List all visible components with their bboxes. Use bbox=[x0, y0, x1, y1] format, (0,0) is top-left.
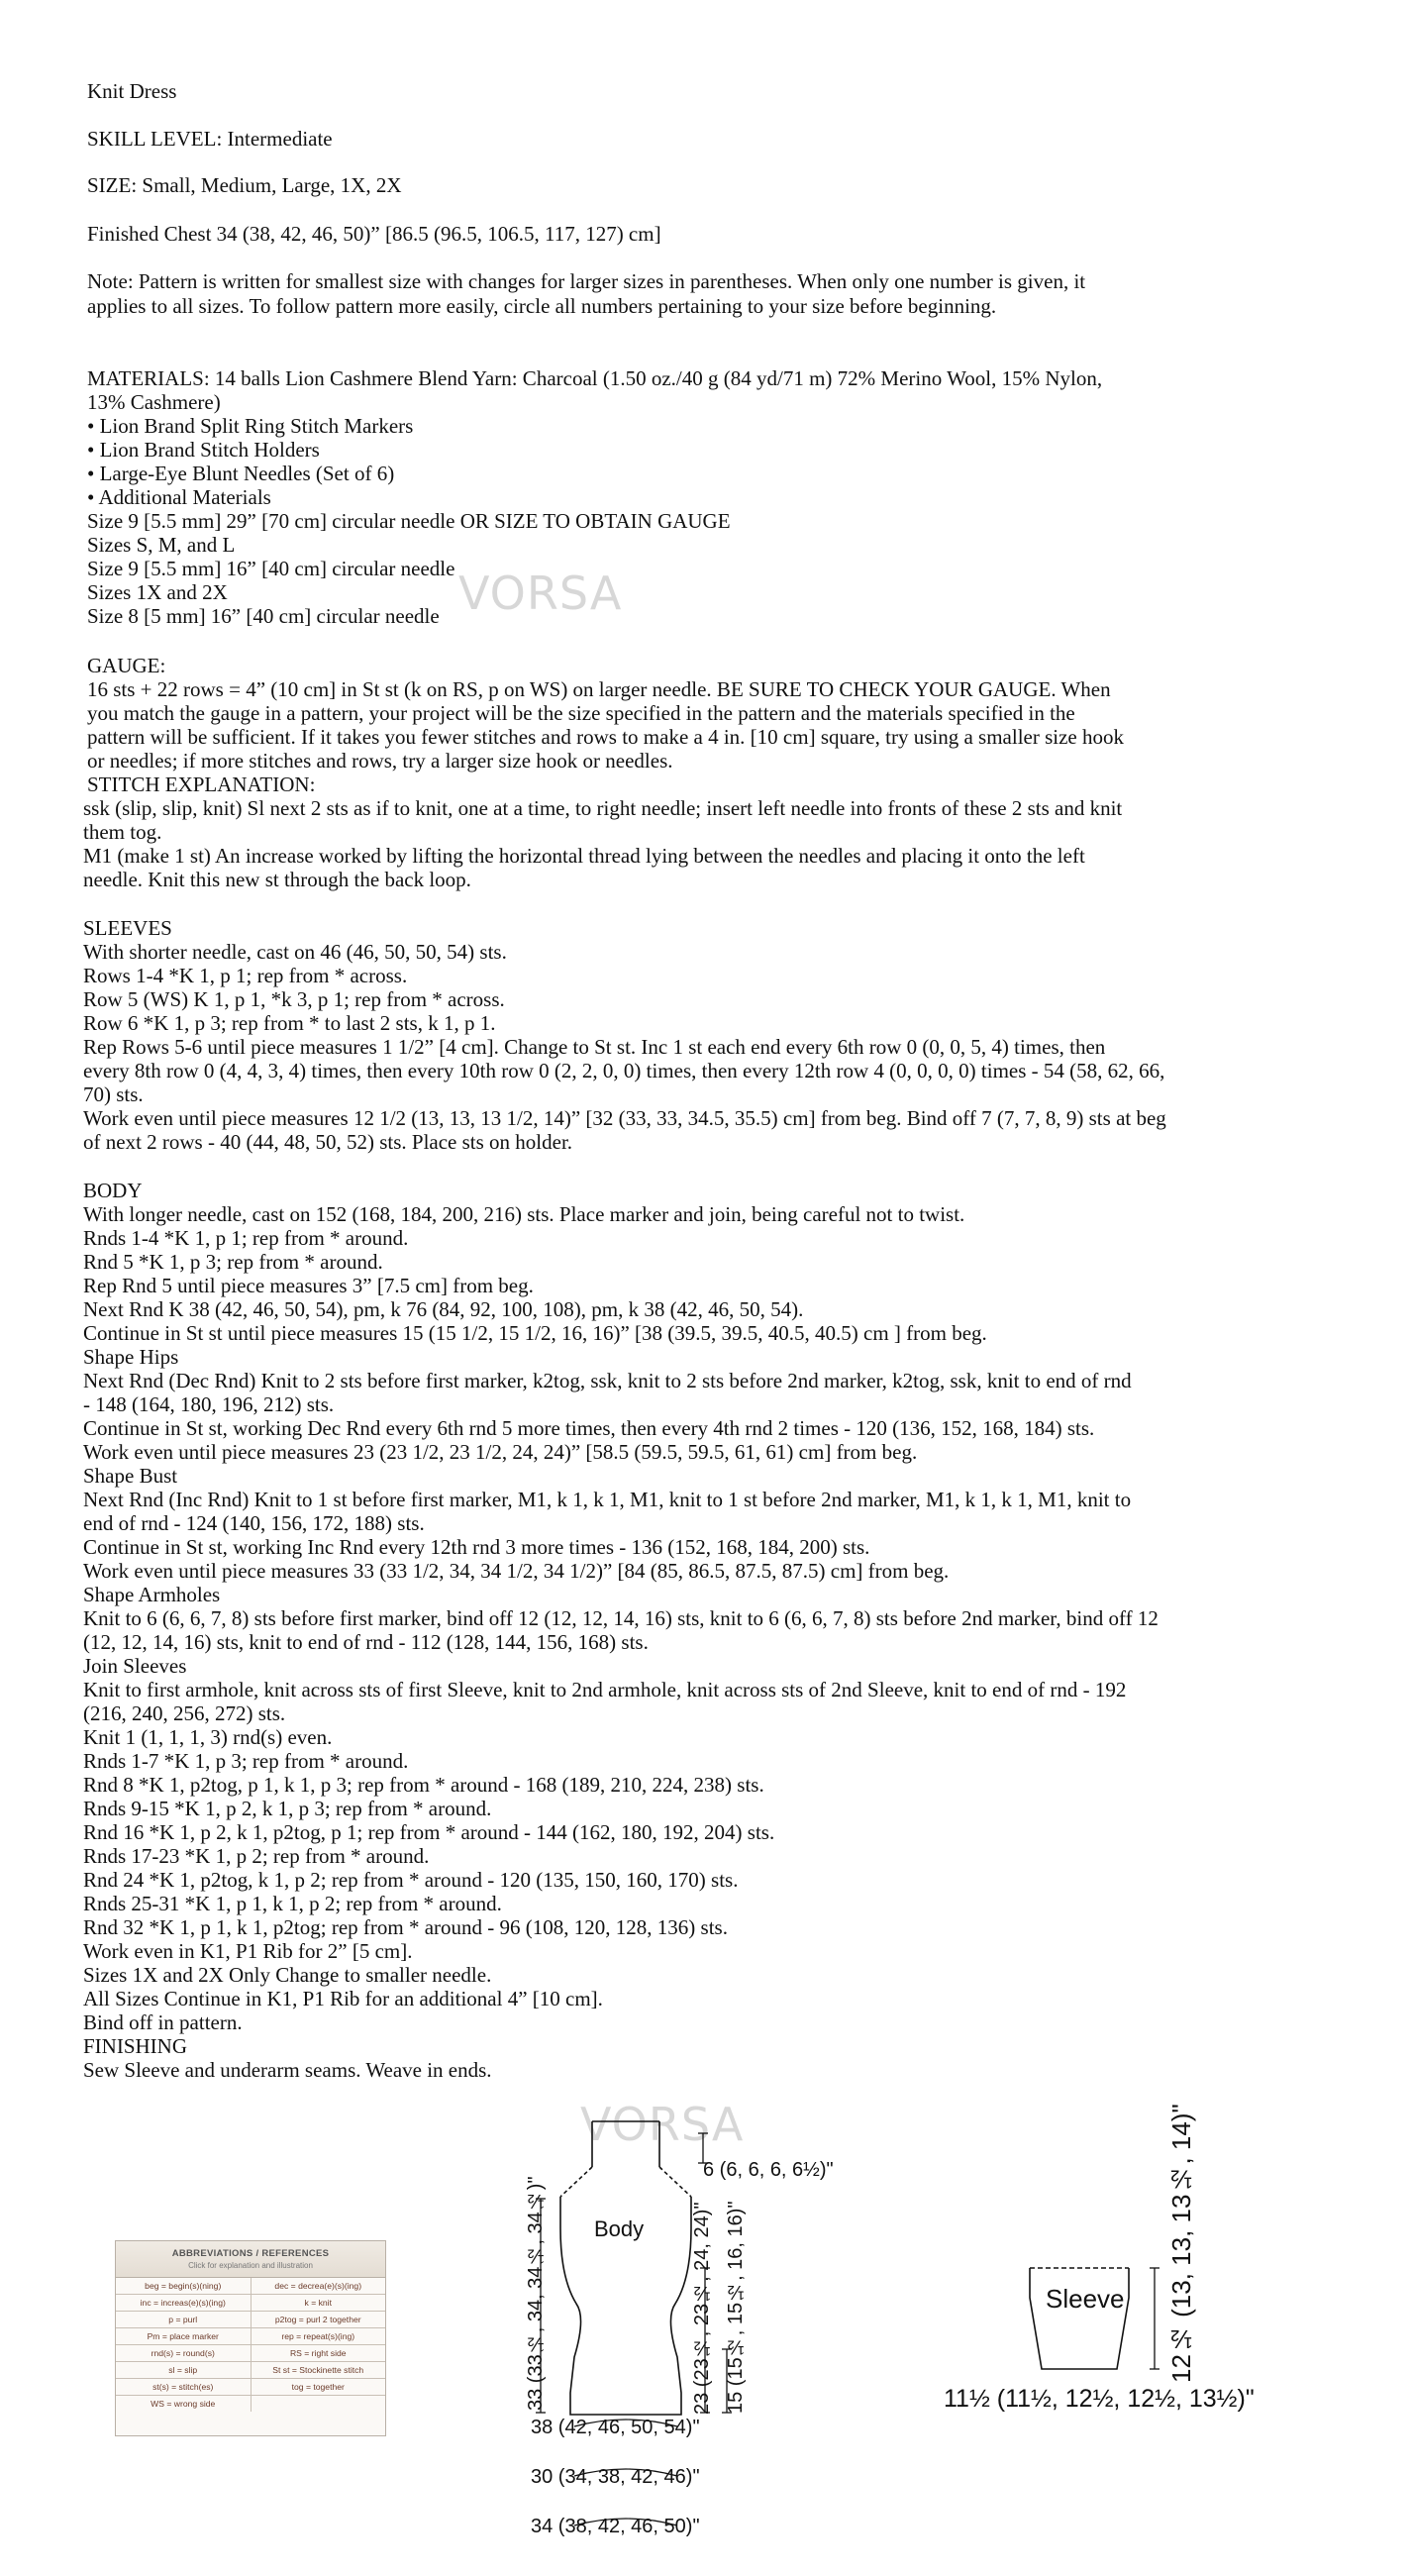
pattern-line: Continue in St st, working Dec Rnd every 6th rnd 5 more times, then every 4th rnd 2 times - 120 (136, 152, 168, 184) sts. bbox=[83, 1416, 1095, 1440]
pattern-line: Knit 1 (1, 1, 1, 3) rnd(s) even. bbox=[83, 1725, 333, 1749]
pattern-line: Rep Rows 5-6 until piece measures 1 1/2” [4 cm]. Change to St st. Inc 1 st each end every 6th row 0 (0, 0, 5, 4) times, then bbox=[83, 1035, 1106, 1059]
pattern-line: Rows 1-4 *K 1, p 1; rep from * across. bbox=[83, 964, 408, 987]
pattern-line: 13% Cashmere) bbox=[87, 390, 221, 414]
pattern-line: Row 6 *K 1, p 3; rep from * to last 2 sts, k 1, p 1. bbox=[83, 1011, 496, 1035]
hip-length-label: 15 (15½, 15½, 16, 16)" bbox=[725, 2201, 747, 2414]
abbreviation-row bbox=[116, 2362, 385, 2379]
pattern-line: Work even until piece measures 23 (23 1/2, 23 1/2, 24, 24)” [58.5 (59.5, 59.5, 61, 61) cm] from beg. bbox=[83, 1440, 918, 1464]
pattern-line: M1 (make 1 st) An increase worked by lifting the horizontal thread lying between the needles and placing it onto the left bbox=[83, 844, 1085, 868]
pattern-line: you match the gauge in a pattern, your project will be the size specified in the pattern and the materials specified in the bbox=[87, 701, 1075, 725]
pattern-line: Rnds 25-31 *K 1, p 1, k 1, p 2; rep from * around. bbox=[83, 1892, 502, 1915]
body-label: Body bbox=[594, 2216, 645, 2241]
abbreviations-table[interactable] bbox=[115, 2240, 386, 2436]
abbreviation-row bbox=[116, 2328, 385, 2345]
neck-width-label: 6 (6, 6, 6, 6½)" bbox=[703, 2159, 834, 2181]
pattern-line: Knit to first armhole, knit across sts of first Sleeve, knit to 2nd armhole, knit across sts of 2nd Sleeve, knit to end of rnd - 192 bbox=[83, 1678, 1127, 1701]
pattern-line: every 8th row 0 (4, 4, 3, 4) times, then every 10th row 0 (2, 2, 0, 0) times, then every 12th row 4 (0, 0, 0, 0) times - 54 (58, 62, 66, bbox=[83, 1059, 1165, 1082]
waist-length-label: 23 (23½, 23½, 24, 24)" bbox=[691, 2202, 713, 2415]
sleeve-length-label: 12½ (13, 13, 13½, 14)" bbox=[1166, 2104, 1196, 2383]
pattern-line: Size 9 [5.5 mm] 16” [40 cm] circular needle bbox=[87, 557, 455, 580]
pattern-line: applies to all sizes. To follow pattern more easily, circle all numbers pertaining to your size before beginning. bbox=[87, 294, 997, 318]
abbreviation-row bbox=[116, 2278, 385, 2295]
pattern-line: of next 2 rows - 40 (44, 48, 50, 52) sts. Place sts on holder. bbox=[83, 1130, 573, 1154]
pattern-line: • Large-Eye Blunt Needles (Set of 6) bbox=[87, 462, 395, 485]
total-length-label: 33 (33½, 34, 34½, 34½)" bbox=[525, 2176, 547, 2411]
pattern-line: STITCH EXPLANATION: bbox=[87, 773, 316, 796]
bottom-width-label: 38 (42, 46, 50, 54)" bbox=[531, 2417, 700, 2438]
pattern-line: end of rnd - 124 (140, 156, 172, 188) sts. bbox=[83, 1511, 425, 1535]
pattern-line: Knit Dress bbox=[87, 79, 177, 103]
pattern-line: Rnd 8 *K 1, p2tog, p 1, k 1, p 3; rep from * around - 168 (189, 210, 224, 238) sts. bbox=[83, 1773, 764, 1797]
pattern-line: Sizes 1X and 2X Only Change to smaller needle. bbox=[83, 1963, 492, 1987]
pattern-line: ssk (slip, slip, knit) Sl next 2 sts as if to knit, one at a time, to right needle; insert left needle into fronts of these 2 sts and knit bbox=[83, 796, 1123, 820]
pattern-line: Next Rnd K 38 (42, 46, 50, 54), pm, k 76 (84, 92, 100, 108), pm, k 38 (42, 46, 50, 54). bbox=[83, 1297, 804, 1321]
pattern-line: GAUGE: bbox=[87, 654, 166, 677]
pattern-line: SKILL LEVEL: Intermediate bbox=[87, 127, 333, 151]
abbreviation-cell[interactable]: beg = begin(s)(ning) bbox=[145, 2281, 222, 2291]
pattern-line: Work even until piece measures 12 1/2 (13, 13, 13 1/2, 14)” [32 (33, 33, 34.5, 35.5) cm] from beg. Bind off 7 (7, 7, 8, 9) sts at beg bbox=[83, 1106, 1166, 1130]
pattern-line: SLEEVES bbox=[83, 916, 172, 940]
pattern-line: • Lion Brand Split Ring Stitch Markers bbox=[87, 414, 414, 438]
pattern-line: Rnd 24 *K 1, p2tog, k 1, p 2; rep from * around - 120 (135, 150, 160, 170) sts. bbox=[83, 1868, 739, 1892]
abbreviation-cell[interactable]: tog = together bbox=[251, 2379, 386, 2395]
watermark: VORSA bbox=[458, 567, 623, 620]
pattern-line: Next Rnd (Dec Rnd) Knit to 2 sts before first marker, k2tog, ssk, knit to 2 sts before 2nd marker, k2tog, ssk, knit to end of rnd bbox=[83, 1369, 1132, 1392]
pattern-line: MATERIALS: 14 balls Lion Cashmere Blend Yarn: Charcoal (1.50 oz./40 g (84 yd/71 m) 72% Merino Wool, 15% Nylon, bbox=[87, 366, 1103, 390]
pattern-line: Continue in St st until piece measures 15 (15 1/2, 15 1/2, 16, 16)” [38 (39.5, 39.5, 40.5, 40.5) cm ] from beg. bbox=[83, 1321, 987, 1345]
pattern-line: Work even until piece measures 33 (33 1/2, 34, 34 1/2, 34 1/2)” [84 (85, 86.5, 87.5, 87.5) cm] from beg. bbox=[83, 1559, 950, 1583]
abbreviation-cell[interactable]: sl = slip bbox=[168, 2365, 198, 2375]
abbreviation-cell[interactable]: WS = wrong side bbox=[151, 2399, 216, 2409]
pattern-line: • Lion Brand Stitch Holders bbox=[87, 438, 320, 462]
abbreviation-row bbox=[116, 2396, 385, 2412]
sleeve-label: Sleeve bbox=[1046, 2284, 1125, 2314]
pattern-line: Row 5 (WS) K 1, p 1, *k 3, p 1; rep from * across. bbox=[83, 987, 505, 1011]
pattern-line: (12, 12, 14, 16) sts, knit to end of rnd - 112 (128, 144, 156, 168) sts. bbox=[83, 1630, 649, 1654]
pattern-line: Rnds 1-7 *K 1, p 3; rep from * around. bbox=[83, 1749, 409, 1773]
abbreviation-cell bbox=[251, 2396, 386, 2412]
abbreviation-cell[interactable]: st(s) = stitch(es) bbox=[152, 2382, 214, 2392]
pattern-line: 70) sts. bbox=[83, 1082, 144, 1106]
abbreviation-cell[interactable]: Pm = place marker bbox=[147, 2331, 219, 2341]
pattern-line: All Sizes Continue in K1, P1 Rib for an additional 4” [10 cm]. bbox=[83, 1987, 603, 2010]
abbreviations-subtitle: Click for explanation and illustration bbox=[188, 2261, 313, 2270]
pattern-line: Rnd 5 *K 1, p 3; rep from * around. bbox=[83, 1250, 383, 1274]
pattern-line: them tog. bbox=[83, 820, 162, 844]
pattern-line: Finished Chest 34 (38, 42, 46, 50)” [86.5 (96.5, 106.5, 117, 127) cm] bbox=[87, 222, 661, 246]
pattern-line: FINISHING bbox=[83, 2034, 187, 2058]
waist-width-label: 30 (34, 38, 42, 46)" bbox=[531, 2466, 700, 2488]
abbreviations-title: ABBREVIATIONS / REFERENCES bbox=[171, 2248, 330, 2259]
pattern-line: Work even in K1, P1 Rib for 2” [5 cm]. bbox=[83, 1939, 413, 1963]
abbreviation-row bbox=[116, 2379, 385, 2396]
abbreviation-row bbox=[116, 2295, 385, 2312]
abbreviation-cell[interactable]: k = knit bbox=[251, 2295, 386, 2311]
abbreviation-row bbox=[116, 2312, 385, 2328]
pattern-line: Continue in St st, working Inc Rnd every 12th rnd 3 more times - 136 (152, 168, 184, 200) sts. bbox=[83, 1535, 870, 1559]
pattern-line: With longer needle, cast on 152 (168, 184, 200, 216) sts. Place marker and join, being careful not to twist. bbox=[83, 1202, 965, 1226]
pattern-line: Sizes 1X and 2X bbox=[87, 580, 228, 604]
pattern-line: • Additional Materials bbox=[87, 485, 271, 509]
abbreviation-cell[interactable]: RS = right side bbox=[251, 2345, 386, 2361]
abbreviation-row bbox=[116, 2345, 385, 2362]
pattern-line: Join Sleeves bbox=[83, 1654, 187, 1678]
pattern-line: Rnds 9-15 *K 1, p 2, k 1, p 3; rep from * around. bbox=[83, 1797, 492, 1820]
pattern-line: BODY bbox=[83, 1179, 143, 1202]
pattern-line: or needles; if more stitches and rows, try a larger size hook or needles. bbox=[87, 749, 673, 773]
pattern-line: Bind off in pattern. bbox=[83, 2010, 243, 2034]
pattern-line: Size 9 [5.5 mm] 29” [70 cm] circular needle OR SIZE TO OBTAIN GAUGE bbox=[87, 509, 731, 533]
abbreviation-cell[interactable]: rep = repeat(s)(ing) bbox=[251, 2328, 386, 2344]
pattern-line: Rnds 1-4 *K 1, p 1; rep from * around. bbox=[83, 1226, 409, 1250]
pattern-line: Size 8 [5 mm] 16” [40 cm] circular needle bbox=[87, 604, 440, 628]
pattern-line: (216, 240, 256, 272) sts. bbox=[83, 1701, 286, 1725]
pattern-line: Shape Hips bbox=[83, 1345, 179, 1369]
watermark: VORSA bbox=[580, 2098, 745, 2151]
abbreviation-cell[interactable]: dec = decrea(e)(s)(ing) bbox=[251, 2278, 386, 2294]
abbreviation-cell[interactable]: inc = increas(e)(s)(ing) bbox=[140, 2298, 226, 2308]
pattern-line: Rnds 17-23 *K 1, p 2; rep from * around. bbox=[83, 1844, 430, 1868]
abbreviation-cell[interactable]: St st = Stockinette stitch bbox=[251, 2362, 386, 2378]
pattern-line: With shorter needle, cast on 46 (46, 50, 50, 54) sts. bbox=[83, 940, 507, 964]
abbreviation-cell[interactable]: p = purl bbox=[168, 2315, 198, 2324]
abbreviation-cell[interactable]: rnd(s) = round(s) bbox=[151, 2348, 215, 2358]
pattern-line: Rnd 32 *K 1, p 1, k 1, p2tog; rep from * around - 96 (108, 120, 128, 136) sts. bbox=[83, 1915, 728, 1939]
pattern-line: Shape Armholes bbox=[83, 1583, 221, 1606]
abbreviation-cell[interactable]: p2tog = purl 2 together bbox=[251, 2312, 386, 2327]
pattern-line: Next Rnd (Inc Rnd) Knit to 1 st before first marker, M1, k 1, k 1, M1, knit to 1 st before 2nd marker, M1, k 1, k 1, M1, knit to bbox=[83, 1488, 1132, 1511]
pattern-line: pattern will be sufficient. If it takes you fewer stitches and rows to make a 4 in. [10 cm] square, try using a smaller size hook bbox=[87, 725, 1124, 749]
sleeve-width-label: 11½ (11½, 12½, 12½, 13½)" bbox=[944, 2385, 1255, 2413]
pattern-line: Shape Bust bbox=[83, 1464, 178, 1488]
bust-width-label: 34 (38, 42, 46, 50)" bbox=[531, 2516, 700, 2537]
abbreviations-header bbox=[116, 2241, 385, 2278]
pattern-line: Sew Sleeve and underarm seams. Weave in ends. bbox=[83, 2058, 492, 2082]
pattern-line: Knit to 6 (6, 6, 7, 8) sts before first marker, bind off 12 (12, 12, 14, 16) sts, knit to 6 (6, 6, 7, 8) sts before 2nd marker, bind off 12 bbox=[83, 1606, 1159, 1630]
pattern-line: Rnd 16 *K 1, p 2, k 1, p2tog, p 1; rep from * around - 144 (162, 180, 192, 204) sts. bbox=[83, 1820, 775, 1844]
pattern-line: Note: Pattern is written for smallest size with changes for larger sizes in parentheses. When only one number is given, it bbox=[87, 269, 1086, 293]
pattern-line: Rep Rnd 5 until piece measures 3” [7.5 cm] from beg. bbox=[83, 1274, 534, 1297]
pattern-line: 16 sts + 22 rows = 4” (10 cm] in St st (k on RS, p on WS) on larger needle. BE SURE TO CHECK YOUR GAUGE. When bbox=[87, 677, 1111, 701]
pattern-line: Sizes S, M, and L bbox=[87, 533, 236, 557]
pattern-line: needle. Knit this new st through the back loop. bbox=[83, 868, 471, 891]
pattern-line: - 148 (164, 180, 196, 212) sts. bbox=[83, 1392, 335, 1416]
pattern-line: SIZE: Small, Medium, Large, 1X, 2X bbox=[87, 173, 402, 197]
